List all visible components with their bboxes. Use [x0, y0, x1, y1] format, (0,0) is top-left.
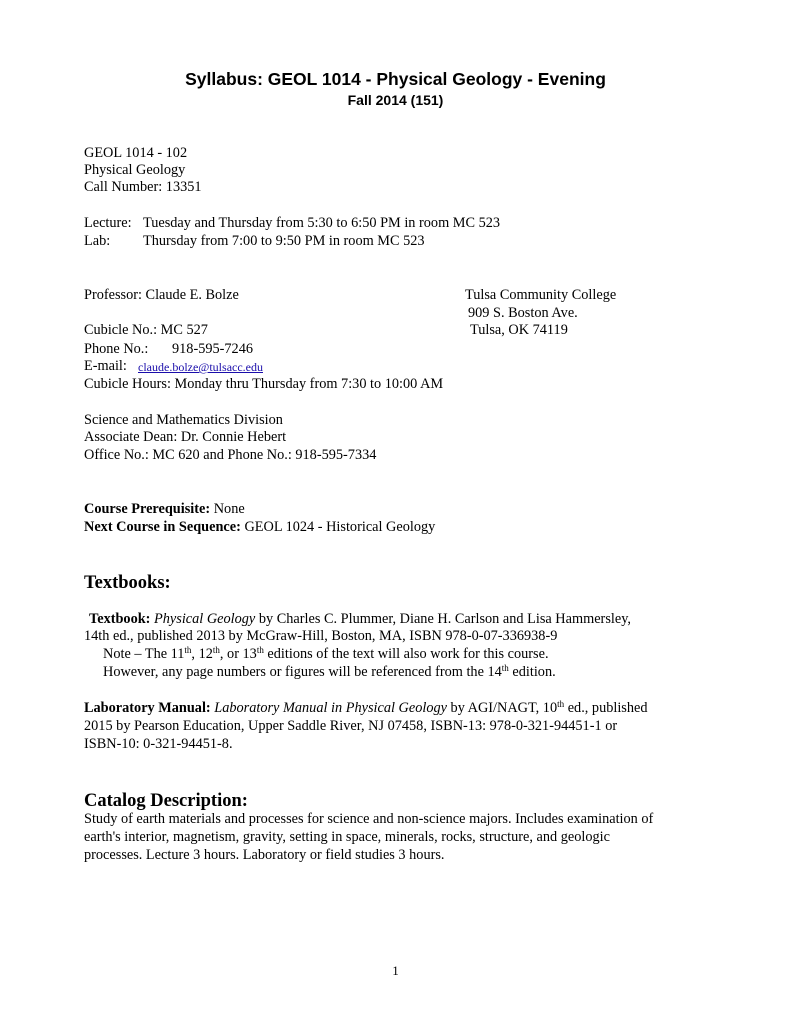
textbook-authors: by Charles C. Plummer, Diane H. Carlson and Lisa Hammersley,: [258, 611, 631, 627]
term-subtitle: Fall 2014 (151): [347, 92, 444, 108]
textbook-line-2: 14th ed., published 2013 by McGraw-Hill, Boston, MA, ISBN 978-0-07-336938-9: [84, 628, 558, 644]
catalog-heading: Catalog Description:: [84, 791, 248, 811]
next-course-value: GEOL 1024 - Historical Geology: [244, 519, 436, 535]
lab-manual-title: Laboratory Manual in Physical Geology: [214, 700, 447, 716]
call-number: Call Number: 13351: [84, 179, 202, 195]
associate-dean: Associate Dean: Dr. Connie Hebert: [84, 429, 287, 445]
catalog-line-3: processes. Lecture 3 hours. Laboratory or field studies 3 hours.: [84, 847, 445, 863]
note-text-a: Note – The 11: [103, 646, 185, 662]
textbook-label: Textbook:: [89, 611, 151, 627]
textbooks-heading: Textbooks:: [84, 573, 171, 593]
course-name: Physical Geology: [84, 162, 186, 178]
division-office: Office No.: MC 620 and Phone No.: 918-595-7334: [84, 447, 377, 463]
lab-manual-line-1: [84, 700, 648, 717]
email-link[interactable]: claude.bolze@tulsacc.edu: [138, 360, 263, 374]
prerequisite-line: [84, 501, 245, 518]
prerequisite-label: Course Prerequisite:: [84, 501, 211, 517]
lab-manual-rest-a: by AGI/NAGT, 10: [450, 700, 558, 716]
note-sup-3: th: [256, 645, 264, 655]
note-text-d: editions of the text will also work for this course.: [267, 646, 549, 662]
cubicle-hours: Cubicle Hours: Monday thru Thursday from 7:30 to 10:00 AM: [84, 376, 444, 392]
lecture-text: Tuesday and Thursday from 5:30 to 6:50 PM in room MC 523: [143, 215, 501, 231]
college-name: Tulsa Community College: [465, 287, 617, 303]
note-text-b: , 12: [191, 646, 213, 662]
professor-name: Professor: Claude E. Bolze: [84, 287, 239, 303]
email-label: E-mail:: [84, 358, 127, 374]
textbook-title: Physical Geology: [154, 611, 256, 627]
page-number: 1: [392, 963, 399, 978]
edition-note-1: [103, 646, 549, 663]
catalog-line-2: earth's interior, magnetism, gravity, setting in space, minerals, rocks, structure, and geologic: [84, 829, 610, 845]
catalog-line-1: Study of earth materials and processes for science and non-science majors. Includes examination of: [84, 811, 654, 827]
page-title: Syllabus: GEOL 1014 - Physical Geology - Evening: [185, 69, 606, 89]
note2-text-a: However, any page numbers or figures will be referenced from the 14: [103, 664, 502, 680]
cubicle-number: Cubicle No.: MC 527: [84, 322, 208, 338]
note2-text-b: edition.: [512, 664, 556, 680]
note-sup-2: th: [212, 645, 220, 655]
lab-manual-line-3: ISBN-10: 0-321-94451-8.: [84, 736, 233, 752]
note-text-c: , or 13: [219, 646, 257, 662]
college-city: Tulsa, OK 74119: [470, 322, 568, 338]
course-number: GEOL 1014 - 102: [84, 145, 188, 161]
next-course-label: Next Course in Sequence:: [84, 519, 241, 535]
lecture-label: Lecture:: [84, 215, 132, 231]
edition-note-2: [103, 664, 556, 681]
division-name: Science and Mathematics Division: [84, 412, 283, 428]
phone-label: Phone No.:: [84, 341, 149, 357]
lab-text: Thursday from 7:00 to 9:50 PM in room MC 523: [143, 233, 425, 249]
lab-label: Lab:: [84, 233, 111, 249]
note-sup-1: th: [184, 645, 192, 655]
lab-manual-sup: th: [557, 699, 565, 709]
college-street: 909 S. Boston Ave.: [468, 305, 578, 321]
textbook-line-1: [89, 611, 631, 628]
phone-number: 918-595-7246: [172, 341, 254, 357]
lab-manual-label: Laboratory Manual:: [84, 700, 211, 716]
note2-sup: th: [501, 663, 509, 673]
lab-manual-rest-b: ed., published: [567, 700, 648, 716]
lab-manual-rest: [451, 700, 648, 716]
prerequisite-value: None: [213, 501, 245, 517]
next-course-line: [84, 519, 435, 536]
lab-manual-line-2: 2015 by Pearson Education, Upper Saddle River, NJ 07458, ISBN-13: 978-0-321-94451-1 or: [84, 718, 618, 734]
